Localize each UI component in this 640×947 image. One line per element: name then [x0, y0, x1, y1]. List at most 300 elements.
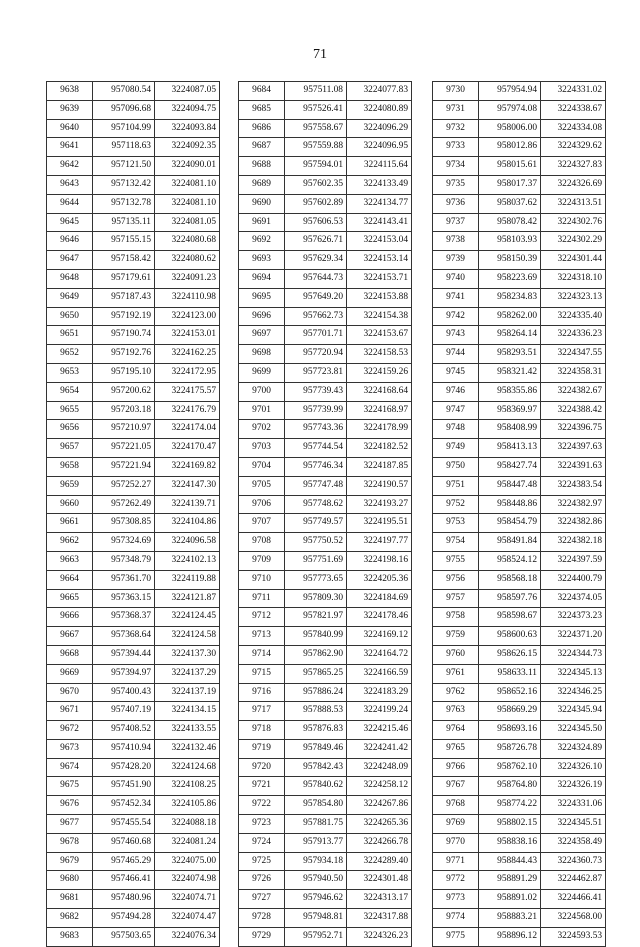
- x-coordinate-cell: 957407.19: [93, 702, 155, 721]
- y-coordinate-cell: 3224080.89: [347, 100, 412, 119]
- x-coordinate-cell: 958413.13: [479, 439, 541, 458]
- point-number-cell: 9731: [433, 100, 479, 119]
- y-coordinate-cell: 3224462.87: [541, 871, 606, 890]
- x-coordinate-cell: 957743.36: [285, 420, 347, 439]
- point-number-cell: 9710: [239, 570, 285, 589]
- x-coordinate-cell: 957308.85: [93, 514, 155, 533]
- x-coordinate-cell: 957606.53: [285, 213, 347, 232]
- x-coordinate-cell: 957361.70: [93, 570, 155, 589]
- point-number-cell: 9727: [239, 890, 285, 909]
- point-number-cell: 9753: [433, 514, 479, 533]
- table-row: [433, 909, 606, 928]
- x-coordinate-cell: 957132.42: [93, 175, 155, 194]
- point-number-cell: 9738: [433, 232, 479, 251]
- x-coordinate-cell: 958802.15: [479, 815, 541, 834]
- y-coordinate-cell: 3224139.71: [155, 495, 220, 514]
- point-number-cell: 9683: [47, 927, 93, 946]
- x-coordinate-cell: 957135.11: [93, 213, 155, 232]
- x-coordinate-cell: 958764.80: [479, 777, 541, 796]
- y-coordinate-cell: 3224077.83: [347, 82, 412, 101]
- table-row: [47, 645, 220, 664]
- y-coordinate-cell: 3224088.18: [155, 815, 220, 834]
- y-coordinate-cell: 3224593.53: [541, 927, 606, 946]
- y-coordinate-cell: 3224096.95: [347, 138, 412, 157]
- x-coordinate-cell: 958355.86: [479, 382, 541, 401]
- point-number-cell: 9757: [433, 589, 479, 608]
- table-row: [433, 890, 606, 909]
- x-coordinate-cell: 957526.41: [285, 100, 347, 119]
- y-coordinate-cell: 3224133.49: [347, 175, 412, 194]
- table-row: [47, 608, 220, 627]
- table-row: [433, 871, 606, 890]
- x-coordinate-cell: 957190.74: [93, 326, 155, 345]
- table-row: [433, 721, 606, 740]
- x-coordinate-cell: 957451.90: [93, 777, 155, 796]
- y-coordinate-cell: 3224326.19: [541, 777, 606, 796]
- point-number-cell: 9677: [47, 815, 93, 834]
- point-number-cell: 9706: [239, 495, 285, 514]
- point-number-cell: 9730: [433, 82, 479, 101]
- table-row: [47, 175, 220, 194]
- x-coordinate-cell: 958223.69: [479, 269, 541, 288]
- y-coordinate-cell: 3224371.20: [541, 627, 606, 646]
- x-coordinate-cell: 957649.20: [285, 288, 347, 307]
- table-row: [239, 269, 412, 288]
- point-number-cell: 9728: [239, 909, 285, 928]
- table-row: [433, 307, 606, 326]
- point-number-cell: 9704: [239, 457, 285, 476]
- y-coordinate-cell: 3224373.23: [541, 608, 606, 627]
- y-coordinate-cell: 3224382.18: [541, 533, 606, 552]
- table-row: [239, 570, 412, 589]
- x-coordinate-cell: 957394.97: [93, 664, 155, 683]
- x-coordinate-cell: 958293.51: [479, 345, 541, 364]
- x-coordinate-cell: 958600.63: [479, 627, 541, 646]
- point-number-cell: 9725: [239, 852, 285, 871]
- point-number-cell: 9660: [47, 495, 93, 514]
- x-coordinate-cell: 957480.96: [93, 890, 155, 909]
- point-number-cell: 9673: [47, 739, 93, 758]
- table-row: [47, 119, 220, 138]
- point-number-cell: 9714: [239, 645, 285, 664]
- point-number-cell: 9701: [239, 401, 285, 420]
- y-coordinate-cell: 3224154.38: [347, 307, 412, 326]
- y-coordinate-cell: 3224383.54: [541, 476, 606, 495]
- x-coordinate-cell: 957821.97: [285, 608, 347, 627]
- table-row: [239, 307, 412, 326]
- y-coordinate-cell: 3224080.62: [155, 251, 220, 270]
- y-coordinate-cell: 3224318.10: [541, 269, 606, 288]
- point-number-cell: 9767: [433, 777, 479, 796]
- table-row: [239, 495, 412, 514]
- x-coordinate-cell: 958150.39: [479, 251, 541, 270]
- table-row: [239, 796, 412, 815]
- point-number-cell: 9748: [433, 420, 479, 439]
- x-coordinate-cell: 957324.69: [93, 533, 155, 552]
- y-coordinate-cell: 3224090.01: [155, 157, 220, 176]
- x-coordinate-cell: 957954.94: [479, 82, 541, 101]
- point-number-cell: 9676: [47, 796, 93, 815]
- point-number-cell: 9699: [239, 363, 285, 382]
- point-number-cell: 9703: [239, 439, 285, 458]
- point-number-cell: 9685: [239, 100, 285, 119]
- y-coordinate-cell: 3224301.48: [347, 871, 412, 890]
- table-row: [239, 476, 412, 495]
- table-row: [47, 495, 220, 514]
- x-coordinate-cell: 957748.62: [285, 495, 347, 514]
- table-row: [433, 589, 606, 608]
- point-number-cell: 9653: [47, 363, 93, 382]
- point-number-cell: 9707: [239, 514, 285, 533]
- y-coordinate-cell: 3224317.88: [347, 909, 412, 928]
- x-coordinate-cell: 958408.99: [479, 420, 541, 439]
- y-coordinate-cell: 3224166.59: [347, 664, 412, 683]
- y-coordinate-cell: 3224168.97: [347, 401, 412, 420]
- table-row: [47, 194, 220, 213]
- x-coordinate-cell: 957400.43: [93, 683, 155, 702]
- table-row: [433, 927, 606, 946]
- table-row: [47, 232, 220, 251]
- x-coordinate-cell: 957410.94: [93, 739, 155, 758]
- y-coordinate-cell: 3224382.86: [541, 514, 606, 533]
- y-coordinate-cell: 3224190.57: [347, 476, 412, 495]
- x-coordinate-cell: 957262.49: [93, 495, 155, 514]
- table-row: [47, 100, 220, 119]
- x-coordinate-cell: 957104.99: [93, 119, 155, 138]
- point-number-cell: 9709: [239, 551, 285, 570]
- y-coordinate-cell: 3224331.02: [541, 82, 606, 101]
- x-coordinate-cell: 958015.61: [479, 157, 541, 176]
- y-coordinate-cell: 3224074.71: [155, 890, 220, 909]
- y-coordinate-cell: 3224466.41: [541, 890, 606, 909]
- x-coordinate-cell: 958568.18: [479, 570, 541, 589]
- point-number-cell: 9749: [433, 439, 479, 458]
- point-number-cell: 9747: [433, 401, 479, 420]
- table-row: [433, 777, 606, 796]
- x-coordinate-cell: 957888.53: [285, 702, 347, 721]
- table-row: [239, 890, 412, 909]
- point-number-cell: 9770: [433, 833, 479, 852]
- table-row: [239, 100, 412, 119]
- y-coordinate-cell: 3224313.17: [347, 890, 412, 909]
- point-number-cell: 9671: [47, 702, 93, 721]
- x-coordinate-cell: 957348.79: [93, 551, 155, 570]
- point-number-cell: 9712: [239, 608, 285, 627]
- x-coordinate-cell: 957192.19: [93, 307, 155, 326]
- table-row: [433, 345, 606, 364]
- x-coordinate-cell: 957862.90: [285, 645, 347, 664]
- point-number-cell: 9679: [47, 852, 93, 871]
- y-coordinate-cell: 3224397.63: [541, 439, 606, 458]
- point-number-cell: 9682: [47, 909, 93, 928]
- table-row: [47, 777, 220, 796]
- table-body: [239, 82, 412, 947]
- point-number-cell: 9762: [433, 683, 479, 702]
- table-row: [239, 739, 412, 758]
- y-coordinate-cell: 3224093.84: [155, 119, 220, 138]
- x-coordinate-cell: 957948.81: [285, 909, 347, 928]
- x-coordinate-cell: 957363.15: [93, 589, 155, 608]
- point-number-cell: 9766: [433, 758, 479, 777]
- x-coordinate-cell: 957408.52: [93, 721, 155, 740]
- table-body: [47, 82, 220, 947]
- x-coordinate-cell: 958447.48: [479, 476, 541, 495]
- table-row: [433, 664, 606, 683]
- x-coordinate-cell: 957723.81: [285, 363, 347, 382]
- table-row: [239, 157, 412, 176]
- point-number-cell: 9645: [47, 213, 93, 232]
- y-coordinate-cell: 3224258.12: [347, 777, 412, 796]
- x-coordinate-cell: 957192.76: [93, 345, 155, 364]
- point-number-cell: 9723: [239, 815, 285, 834]
- x-coordinate-cell: 958448.86: [479, 495, 541, 514]
- y-coordinate-cell: 3224326.69: [541, 175, 606, 194]
- y-coordinate-cell: 3224388.42: [541, 401, 606, 420]
- x-coordinate-cell: 957465.29: [93, 852, 155, 871]
- table-row: [239, 420, 412, 439]
- point-number-cell: 9775: [433, 927, 479, 946]
- table-row: [47, 476, 220, 495]
- x-coordinate-cell: 957629.34: [285, 251, 347, 270]
- table-row: [239, 82, 412, 101]
- point-number-cell: 9648: [47, 269, 93, 288]
- y-coordinate-cell: 3224326.23: [347, 927, 412, 946]
- x-coordinate-cell: 957511.08: [285, 82, 347, 101]
- y-coordinate-cell: 3224091.23: [155, 269, 220, 288]
- point-number-cell: 9702: [239, 420, 285, 439]
- point-number-cell: 9755: [433, 551, 479, 570]
- point-number-cell: 9664: [47, 570, 93, 589]
- x-coordinate-cell: 957881.75: [285, 815, 347, 834]
- y-coordinate-cell: 3224198.16: [347, 551, 412, 570]
- point-number-cell: 9697: [239, 326, 285, 345]
- y-coordinate-cell: 3224302.29: [541, 232, 606, 251]
- x-coordinate-cell: 958598.67: [479, 608, 541, 627]
- page-number: 71: [313, 47, 327, 62]
- x-coordinate-cell: 957203.18: [93, 401, 155, 420]
- table-row: [47, 758, 220, 777]
- point-number-cell: 9733: [433, 138, 479, 157]
- point-number-cell: 9729: [239, 927, 285, 946]
- point-number-cell: 9708: [239, 533, 285, 552]
- point-number-cell: 9739: [433, 251, 479, 270]
- point-number-cell: 9744: [433, 345, 479, 364]
- table-row: [47, 457, 220, 476]
- y-coordinate-cell: 3224132.46: [155, 739, 220, 758]
- x-coordinate-cell: 957720.94: [285, 345, 347, 364]
- x-coordinate-cell: 958726.78: [479, 739, 541, 758]
- table-row: [239, 288, 412, 307]
- y-coordinate-cell: 3224121.87: [155, 589, 220, 608]
- y-coordinate-cell: 3224360.73: [541, 852, 606, 871]
- x-coordinate-cell: 957842.43: [285, 758, 347, 777]
- y-coordinate-cell: 3224158.53: [347, 345, 412, 364]
- x-coordinate-cell: 957394.44: [93, 645, 155, 664]
- y-coordinate-cell: 3224080.68: [155, 232, 220, 251]
- point-number-cell: 9646: [47, 232, 93, 251]
- point-number-cell: 9724: [239, 833, 285, 852]
- point-number-cell: 9759: [433, 627, 479, 646]
- y-coordinate-cell: 3224301.44: [541, 251, 606, 270]
- point-number-cell: 9758: [433, 608, 479, 627]
- y-coordinate-cell: 3224323.13: [541, 288, 606, 307]
- y-coordinate-cell: 3224081.10: [155, 194, 220, 213]
- y-coordinate-cell: 3224568.00: [541, 909, 606, 928]
- table-row: [433, 269, 606, 288]
- point-number-cell: 9737: [433, 213, 479, 232]
- point-number-cell: 9686: [239, 119, 285, 138]
- table-row: [47, 721, 220, 740]
- table-row: [239, 194, 412, 213]
- table-row: [433, 175, 606, 194]
- table-row: [239, 909, 412, 928]
- x-coordinate-cell: 957751.69: [285, 551, 347, 570]
- point-number-cell: 9651: [47, 326, 93, 345]
- x-coordinate-cell: 957602.89: [285, 194, 347, 213]
- x-coordinate-cell: 958454.79: [479, 514, 541, 533]
- table-row: [47, 570, 220, 589]
- table-row: [433, 439, 606, 458]
- x-coordinate-cell: 958427.74: [479, 457, 541, 476]
- table-row: [47, 871, 220, 890]
- x-coordinate-cell: 958262.00: [479, 307, 541, 326]
- point-number-cell: 9644: [47, 194, 93, 213]
- table-row: [433, 326, 606, 345]
- point-number-cell: 9732: [433, 119, 479, 138]
- x-coordinate-cell: 958626.15: [479, 645, 541, 664]
- table-row: [239, 758, 412, 777]
- table-row: [239, 833, 412, 852]
- point-number-cell: 9718: [239, 721, 285, 740]
- y-coordinate-cell: 3224153.04: [347, 232, 412, 251]
- coordinate-table-2: [238, 81, 412, 947]
- table-row: [433, 363, 606, 382]
- table-row: [433, 476, 606, 495]
- table-row: [47, 852, 220, 871]
- x-coordinate-cell: 957195.10: [93, 363, 155, 382]
- x-coordinate-cell: 957809.30: [285, 589, 347, 608]
- x-coordinate-cell: 957187.43: [93, 288, 155, 307]
- table-row: [47, 82, 220, 101]
- point-number-cell: 9752: [433, 495, 479, 514]
- x-coordinate-cell: 957452.34: [93, 796, 155, 815]
- x-coordinate-cell: 957503.65: [93, 927, 155, 946]
- y-coordinate-cell: 3224124.58: [155, 627, 220, 646]
- table-row: [239, 551, 412, 570]
- table-row: [433, 608, 606, 627]
- table-row: [239, 363, 412, 382]
- table-row: [433, 702, 606, 721]
- point-number-cell: 9656: [47, 420, 93, 439]
- x-coordinate-cell: 957121.50: [93, 157, 155, 176]
- table-row: [47, 627, 220, 646]
- y-coordinate-cell: 3224153.67: [347, 326, 412, 345]
- table-row: [239, 721, 412, 740]
- y-coordinate-cell: 3224169.12: [347, 627, 412, 646]
- y-coordinate-cell: 3224184.69: [347, 589, 412, 608]
- point-number-cell: 9713: [239, 627, 285, 646]
- coordinate-table-1: [46, 81, 220, 947]
- x-coordinate-cell: 958896.12: [479, 927, 541, 946]
- point-number-cell: 9657: [47, 439, 93, 458]
- y-coordinate-cell: 3224197.77: [347, 533, 412, 552]
- y-coordinate-cell: 3224153.88: [347, 288, 412, 307]
- x-coordinate-cell: 957455.54: [93, 815, 155, 834]
- table-row: [47, 213, 220, 232]
- point-number-cell: 9688: [239, 157, 285, 176]
- table-row: [47, 739, 220, 758]
- x-coordinate-cell: 957744.54: [285, 439, 347, 458]
- table-row: [47, 551, 220, 570]
- y-coordinate-cell: 3224327.83: [541, 157, 606, 176]
- y-coordinate-cell: 3224137.19: [155, 683, 220, 702]
- x-coordinate-cell: 957179.61: [93, 269, 155, 288]
- point-number-cell: 9655: [47, 401, 93, 420]
- y-coordinate-cell: 3224176.79: [155, 401, 220, 420]
- x-coordinate-cell: 957886.24: [285, 683, 347, 702]
- y-coordinate-cell: 3224178.46: [347, 608, 412, 627]
- point-number-cell: 9771: [433, 852, 479, 871]
- y-coordinate-cell: 3224074.98: [155, 871, 220, 890]
- y-coordinate-cell: 3224159.26: [347, 363, 412, 382]
- y-coordinate-cell: 3224096.29: [347, 119, 412, 138]
- point-number-cell: 9654: [47, 382, 93, 401]
- x-coordinate-cell: 957200.62: [93, 382, 155, 401]
- table-row: [433, 627, 606, 646]
- x-coordinate-cell: 958891.29: [479, 871, 541, 890]
- y-coordinate-cell: 3224391.63: [541, 457, 606, 476]
- x-coordinate-cell: 957739.43: [285, 382, 347, 401]
- point-number-cell: 9717: [239, 702, 285, 721]
- point-number-cell: 9662: [47, 533, 93, 552]
- x-coordinate-cell: 958597.76: [479, 589, 541, 608]
- x-coordinate-cell: 957747.48: [285, 476, 347, 495]
- y-coordinate-cell: 3224124.45: [155, 608, 220, 627]
- table-row: [239, 664, 412, 683]
- table-row: [239, 645, 412, 664]
- y-coordinate-cell: 3224102.13: [155, 551, 220, 570]
- point-number-cell: 9742: [433, 307, 479, 326]
- table-row: [239, 457, 412, 476]
- y-coordinate-cell: 3224195.51: [347, 514, 412, 533]
- y-coordinate-cell: 3224345.50: [541, 721, 606, 740]
- table-row: [433, 119, 606, 138]
- point-number-cell: 9649: [47, 288, 93, 307]
- point-number-cell: 9650: [47, 307, 93, 326]
- x-coordinate-cell: 957662.73: [285, 307, 347, 326]
- y-coordinate-cell: 3224123.00: [155, 307, 220, 326]
- table-row: [433, 683, 606, 702]
- point-number-cell: 9719: [239, 739, 285, 758]
- x-coordinate-cell: 957946.62: [285, 890, 347, 909]
- table-row: [47, 345, 220, 364]
- x-coordinate-cell: 958844.43: [479, 852, 541, 871]
- x-coordinate-cell: 957466.41: [93, 871, 155, 890]
- table-row: [433, 420, 606, 439]
- y-coordinate-cell: 3224193.27: [347, 495, 412, 514]
- table-row: [47, 702, 220, 721]
- y-coordinate-cell: 3224133.55: [155, 721, 220, 740]
- y-coordinate-cell: 3224174.04: [155, 420, 220, 439]
- table-row: [433, 232, 606, 251]
- x-coordinate-cell: 957749.57: [285, 514, 347, 533]
- table-row: [47, 796, 220, 815]
- y-coordinate-cell: 3224335.40: [541, 307, 606, 326]
- y-coordinate-cell: 3224076.34: [155, 927, 220, 946]
- point-number-cell: 9763: [433, 702, 479, 721]
- table-row: [239, 533, 412, 552]
- y-coordinate-cell: 3224147.30: [155, 476, 220, 495]
